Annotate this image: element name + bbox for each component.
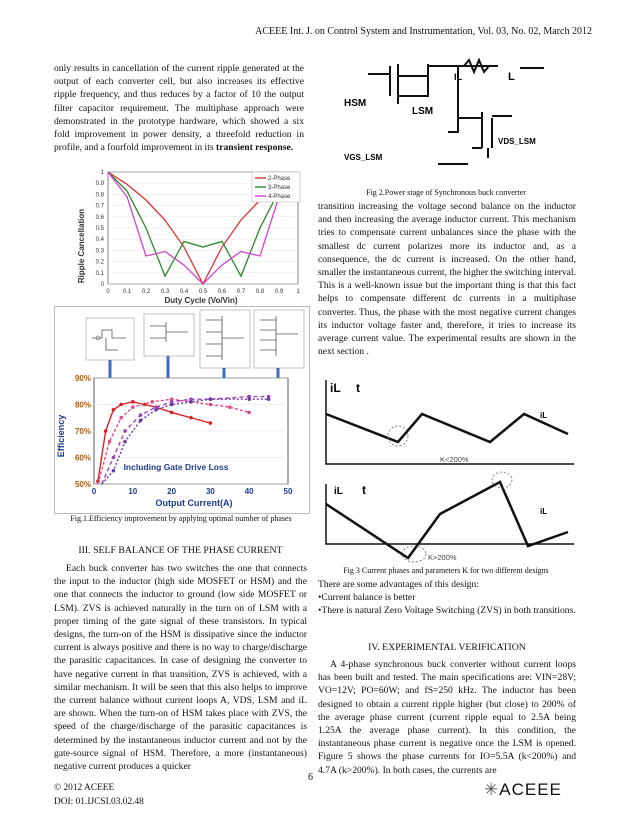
- page-number: 6: [308, 772, 313, 783]
- chart2-annotation: Including Gate Drive Loss: [123, 462, 229, 472]
- chart1-xtick: 0.8: [255, 289, 265, 295]
- chart2-point: [108, 440, 112, 444]
- chart1-ytick: 0.7: [95, 203, 104, 210]
- circuit-thumbnail-1: [86, 318, 134, 360]
- chart2-xtick: 50: [283, 487, 293, 496]
- fig3-label-il-right-top: iL: [540, 411, 548, 420]
- section4-title: IV. EXPERIMENTAL VERIFICATION: [368, 642, 526, 653]
- chart1-ytick: 0.3: [95, 248, 104, 255]
- footer-copyright: © 2012 ACEEE: [54, 783, 115, 793]
- fig2-label-lsm: LSM: [412, 106, 434, 117]
- legend-4phase: 4-Phase: [268, 194, 291, 200]
- chart2-point: [189, 400, 193, 404]
- chart1-xtick: 0.7: [236, 289, 246, 295]
- chart2-point: [209, 403, 213, 407]
- aceee-logo: [484, 780, 562, 800]
- chart2-point: [150, 400, 154, 404]
- fig3-label-k1: K<200%: [440, 455, 469, 464]
- advantage-1: [318, 591, 576, 604]
- chart1-xtick: 0.3: [160, 289, 170, 295]
- chart1-ytick: 1: [100, 170, 104, 176]
- advantages-intro: There are some advantages of this design:: [318, 579, 479, 590]
- chart1-ytick: 0.9: [95, 181, 104, 188]
- fig2-label-il: IL: [454, 72, 462, 82]
- chart2-ylabel: Efficiency: [56, 414, 66, 458]
- fig2-label-l: L: [508, 71, 515, 83]
- chart1-legend: [252, 172, 300, 202]
- chart2-point: [112, 469, 116, 473]
- chart2-point: [209, 397, 213, 401]
- chart2-point: [131, 400, 135, 404]
- section3-text: Each buck converter has two switches the one that connects the input to the inductor (high side MOSFET or HSM) and the one that connects the inductor to ground (low side MOSFET or LSM). ZVS is achieved naturally in the turn on of LSM with a proper timing of the gate signal of these transistors. In typical designs, the turn-on of the HSM is dissipative since the inductor current is always positive and there is no way to charge/discharge the parasitic capacitances. In case of designing the converter to have negative current in that transition, ZVS is achieved, with a similar mechanism. It will be seen that this also helps to improve the current balance without current loops A, VDS, LSM and iL are shown. When the turn-on of HSM takes place with ZVS, the speed of the charge/discharge of the parasitic capacitances is determined by the instantaneous inductor current and not by the gate-source signal of HSM. Therefore, a more (instantaneous) negative current produces a quicker: [54, 563, 307, 773]
- fig3-label-t-bot: t: [362, 483, 366, 497]
- chart2-ytick: 90%: [74, 374, 91, 383]
- chart2-point: [189, 416, 193, 420]
- circuit-thumbnail-2: [144, 314, 194, 356]
- chart1-xlabel: Duty Cycle (Vo/Vin): [164, 296, 238, 305]
- advantage-2: [318, 604, 576, 617]
- aceee-star-icon: ✳: [484, 780, 500, 799]
- chart1-xtick: 0.2: [141, 289, 151, 295]
- fig3-label-il-bot: iL: [334, 486, 343, 497]
- chart1-ytick: 0.4: [95, 237, 104, 244]
- chart1-ytick: 0.6: [95, 214, 104, 221]
- intro-text: only results in cancellation of the current ripple generated at the output of each converter cell, but also increases its effective ripple frequency, and thus reduces by a factor of 10 the output filter capacitor requirement. The multiphase approach were demonstrated in the prototype hardware, which showed a six fold improvement in power density, a threefold reduction in profile, and a fourfold improvement in its: [54, 63, 304, 154]
- chart2-point: [228, 405, 232, 409]
- chart1-ytick: 0.8: [95, 192, 104, 199]
- intro-bold-text: transient response.: [216, 142, 294, 154]
- chart1-ytick: 0.2: [95, 259, 104, 266]
- chart2-point: [119, 403, 123, 407]
- journal-header: ACEEE Int. J. on Control System and Instrumentation, Vol. 03, No. 02, March 2012: [255, 26, 592, 37]
- chart2-point: [104, 429, 108, 433]
- advantage-1-text: Current balance is better: [321, 592, 416, 604]
- current-waveforms: [318, 374, 578, 564]
- chart1-xtick: 0.4: [179, 289, 189, 295]
- chart2-point: [112, 456, 116, 460]
- chart2-point: [112, 408, 116, 412]
- footer-doi: DOI: 01.IJCSI.03.02.48: [54, 797, 144, 807]
- chart2-ytick: 50%: [74, 480, 91, 489]
- chart1-ytick: 0.1: [95, 270, 104, 277]
- fig3-caption: Fig 3 Current phases and parameters K for two different designs: [343, 566, 549, 575]
- chart1-ylabel: Ripple Cancellation: [77, 208, 86, 284]
- chart2-ytick: 70%: [74, 427, 91, 436]
- ripple-cancellation-chart: [76, 166, 306, 306]
- chart1-xtick: 0.6: [217, 289, 227, 295]
- fig1-caption: Fig.1.Efficiency improvement by applying optimal number of phases: [70, 514, 292, 523]
- section3-paragraph: [54, 562, 307, 773]
- chart1-xtick: 0: [106, 289, 110, 295]
- balance-paragraph: [318, 200, 576, 358]
- fig2-label-hsm: HSM: [344, 98, 367, 109]
- chart2-point: [139, 419, 143, 423]
- power-stage-schematic: [338, 56, 578, 178]
- efficiency-chart: [56, 308, 306, 510]
- fig2-label-vds: VDS_LSM: [498, 137, 536, 146]
- chart2-point: [123, 440, 127, 444]
- chart2-xtick: 0: [91, 487, 97, 496]
- chart1-xtick: 0.9: [274, 289, 284, 295]
- chart2-point: [209, 421, 213, 425]
- fig3-label-t-top: t: [356, 381, 360, 395]
- balance-text: transition increasing the voltage second balance on the inductor and then increasing the average inductor current. This mechanism tries to compensate current unbalances since the phase with the smallest dc current polarizes more its inductor and, as a consequence, the dc current is increased. On the other hand, smaller the instantaneous current, the higher the switching interval. This is a well-known issue but the important thing is that this fact helps to compensate different dc currents in a multiphase converter. Thus, the phase with the most negative current changes its inductor voltage faster and, therefore, it tries to increase its average current value. The experimental results are shown in the next section .: [318, 201, 576, 358]
- chart2-ytick: 60%: [74, 453, 91, 463]
- chart2-xtick: 30: [205, 487, 215, 496]
- chart1-xtick: 0.1: [122, 289, 132, 295]
- section4-text: A 4-phase synchronous buck converter without current loops has been built and tested. The main specifications are: VIN=28V; VO=12V; PO=60W; and fS=250 kHz. The inductor has been designed to obtain a current ripple higher (but close) to 200% of the average phase current (current ripple equal to 2.5A being 1.25A the average phase current). In this condition, the instantaneous phase current is negative once the LSM is opened. Figure 5 shows the phase currents for IO=5.5A (k<200%) and 4.7A (k>200%). In both cases, the currents are: [318, 659, 576, 776]
- chart2-point: [170, 411, 174, 415]
- circuit-thumbnail-3: [200, 310, 250, 368]
- chart2-point: [139, 413, 143, 417]
- legend-3phase: 3-Phase: [268, 185, 291, 191]
- fig2-label-vgs: VGS_LSM: [344, 153, 383, 162]
- fig3-label-k2: K>200%: [428, 553, 457, 562]
- chart2-xtick: 40: [244, 487, 254, 496]
- chart2-xtick: 20: [167, 487, 177, 496]
- intro-paragraph: [54, 62, 304, 154]
- fig3-label-il-right-bot: iL: [540, 507, 548, 516]
- fig3-label-il-top: iL: [330, 381, 341, 395]
- chart1-xtick: 0.5: [198, 289, 208, 295]
- section3-title: III. SELF BALANCE OF THE PHASE CURRENT: [78, 545, 283, 556]
- chart1-xtick: 1: [296, 289, 300, 295]
- legend-2phase: 2-Phase: [268, 176, 291, 182]
- fig2-caption: Fig 2.Power stage of Synchronous buck converter: [366, 188, 526, 197]
- aceee-logo-text: ACEEE: [499, 780, 562, 799]
- chart2-point: [247, 411, 251, 415]
- chart2-xlabel: Output Current(A): [155, 498, 233, 508]
- advantages-block: [318, 578, 576, 618]
- chart2-ytick: 80%: [74, 400, 91, 410]
- chart1-ytick: 0: [100, 282, 104, 288]
- chart2-point: [154, 408, 158, 412]
- advantage-2-text: There is natural Zero Voltage Switching (ZVS) in both transitions.: [321, 605, 576, 617]
- chart2-point: [123, 429, 127, 433]
- circuit-thumbnail-4: [254, 310, 304, 368]
- chart2-point: [247, 397, 251, 401]
- chart2-point: [119, 416, 123, 420]
- chart2-xtick: 10: [128, 487, 138, 496]
- chart1-ytick: 0.5: [95, 226, 104, 232]
- chart2-point: [170, 403, 174, 407]
- section4-paragraph: [318, 658, 576, 777]
- chart2-point: [267, 397, 271, 401]
- chart2-point: [131, 405, 135, 409]
